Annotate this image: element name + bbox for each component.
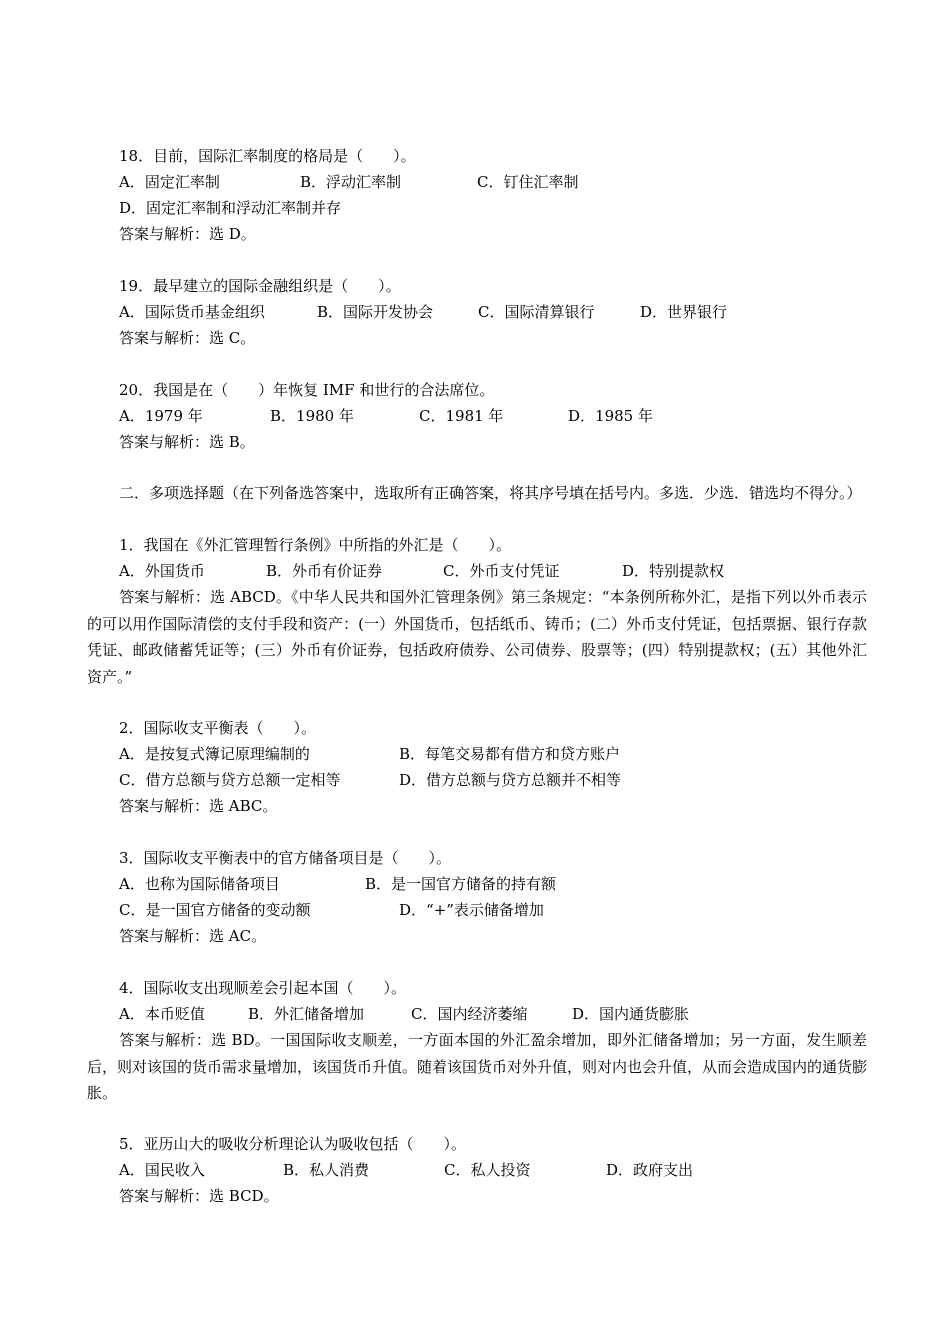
question-19-option-a: A．国际货币基金组织	[119, 303, 265, 321]
multi-question-2-stem: 2．国际收支平衡表（ ）。	[119, 719, 317, 737]
question-20-option-d: D．1985 年	[568, 407, 653, 425]
question-19-option-b: B．国际开发协会	[317, 303, 434, 321]
multi-question-4-stem: 4．国际收支出现顺差会引起本国（ ）。	[119, 979, 407, 997]
multi-question-5-answer: 答案与解析：选 BCD。	[119, 1187, 279, 1205]
multi-question-1-stem: 1．我国在《外汇管理暂行条例》中所指的外汇是（ ）。	[119, 536, 512, 554]
question-18-option-c: C．钉住汇率制	[477, 173, 579, 191]
multi-question-3-option-c: C．是一国官方储备的变动额	[119, 901, 311, 919]
question-20-option-b: B．1980 年	[270, 407, 354, 425]
question-20-option-a: A．1979 年	[119, 407, 203, 425]
question-18-option-b: B．浮动汇率制	[300, 173, 402, 191]
question-20-stem: 20．我国是在（ ）年恢复 IMF 和世行的合法席位。	[119, 381, 495, 399]
multi-question-5-option-d: D．政府支出	[606, 1161, 694, 1179]
multi-question-3-option-d: D．“+”表示储备增加	[399, 901, 544, 919]
multi-question-1-option-c: C．外币支付凭证	[443, 562, 560, 580]
multi-question-4-answer	[87, 1027, 867, 1107]
question-19-option-d: D．世界银行	[640, 303, 728, 321]
multi-question-2-option-c: C．借方总额与贷方总额一定相等	[119, 771, 341, 789]
question-20-answer: 答案与解析：选 B。	[119, 433, 255, 451]
question-18-answer: 答案与解析：选 D。	[119, 225, 256, 243]
multi-question-3-option-a: A．也称为国际储备项目	[119, 875, 280, 893]
question-18-stem: 18．目前，国际汇率制度的格局是（ ）。	[119, 147, 416, 165]
section-2-heading	[87, 480, 867, 507]
multi-question-4-option-d: D．国内通货膨胀	[572, 1005, 690, 1023]
multi-question-1-answer-text: 答案与解析：选 ABCD。《中华人民共和国外汇管理条例》第三条规定：“本条例所称外汇，是指下列以外币表示的可以用作国际清偿的支付手段和资产：(一）外国货币，包括纸币、铸币；(二）外币支付凭证，包括票据、银行存款凭证、邮政储蓄凭证等；(三）外币有价证券，包括政府债券、公司债券、股票等；(四）特别提款权；(五）其他外汇资产。”	[87, 588, 867, 686]
multi-question-3-option-b: B．是一国官方储备的持有额	[365, 875, 557, 893]
multi-question-5-option-a: A．国民收入	[119, 1161, 205, 1179]
multi-question-4-option-a: A．本币贬值	[119, 1005, 205, 1023]
multi-question-4-option-c: C．国内经济萎缩	[411, 1005, 528, 1023]
multi-question-4-answer-text: 答案与解析：选 BD。一国国际收支顺差，一方面本国的外汇盈余增加，即外汇储备增加；另一方面，发生顺差后，则对该国的货币需求量增加，该国货币升值。随着该国货币对外升值，则对内也会升值，从而会造成国内的通货膨胀。	[87, 1031, 868, 1102]
multi-question-5-option-c: C．私人投资	[444, 1161, 531, 1179]
multi-question-5-option-b: B．私人消费	[283, 1161, 370, 1179]
question-20-option-c: C．1981 年	[419, 407, 504, 425]
section-2-heading-text: 二．多项选择题（在下列备选答案中，选取所有正确答案，将其序号填在括号内。多选．少选．错选均不得分。）	[119, 484, 862, 502]
multi-question-1-option-b: B．外币有价证券	[266, 562, 383, 580]
question-18-option-a: A．固定汇率制	[119, 173, 220, 191]
multi-question-1-option-a: A．外国货币	[119, 562, 205, 580]
multi-question-2-option-d: D．借方总额与贷方总额并不相等	[399, 771, 622, 789]
multi-question-5-stem: 5．亚历山大的吸收分析理论认为吸收包括（ ）。	[119, 1135, 467, 1153]
multi-question-3-stem: 3．国际收支平衡表中的官方储备项目是（ ）。	[119, 849, 452, 867]
multi-question-2-option-b: B．每笔交易都有借方和贷方账户	[399, 745, 621, 763]
multi-question-1-option-d: D．特别提款权	[622, 562, 725, 580]
question-19-answer: 答案与解析：选 C。	[119, 329, 256, 347]
multi-question-4-option-b: B．外汇储备增加	[248, 1005, 365, 1023]
multi-question-1-answer	[87, 584, 867, 690]
multi-question-2-answer: 答案与解析：选 ABC。	[119, 797, 278, 815]
question-19-stem: 19．最早建立的国际金融组织是（ ）。	[119, 277, 401, 295]
multi-question-2-option-a: A．是按复式簿记原理编制的	[119, 745, 310, 763]
question-18-option-d: D．固定汇率制和浮动汇率制并存	[119, 199, 342, 217]
multi-question-3-answer: 答案与解析：选 AC。	[119, 927, 267, 945]
question-19-option-c: C．国际清算银行	[478, 303, 595, 321]
